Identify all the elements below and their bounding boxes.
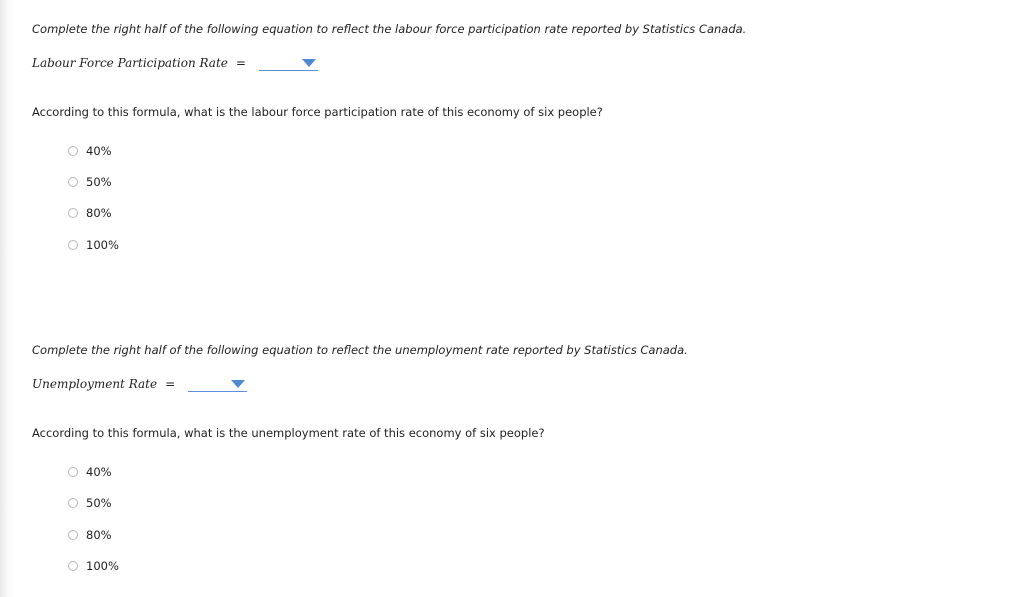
answer-option-label: 100% (86, 559, 119, 573)
radio-unchecked-icon[interactable] (68, 530, 78, 540)
equals-sign: = (165, 377, 176, 391)
answer-option-label: 40% (86, 144, 112, 158)
answer-option[interactable] (68, 143, 112, 159)
answer-option[interactable] (68, 464, 112, 480)
question-text: According to this formula, what is the labour force participation rate of this economy of six people? (32, 105, 603, 119)
instruction-text: Complete the right half of the following equation to reflect the labour force participation rate reported by Statistics Canada. (32, 22, 747, 36)
radio-unchecked-icon[interactable] (68, 561, 78, 571)
equation-label: Unemployment Rate (32, 377, 158, 391)
radio-unchecked-icon[interactable] (68, 240, 78, 250)
answer-option[interactable] (68, 237, 119, 253)
answer-option[interactable] (68, 174, 112, 190)
instruction-text: Complete the right half of the following equation to reflect the unemployment rate reported by Statistics Canada. (32, 343, 688, 357)
radio-unchecked-icon[interactable] (68, 467, 78, 477)
radio-unchecked-icon[interactable] (68, 208, 78, 218)
answer-option[interactable] (68, 527, 112, 543)
formula-dropdown[interactable] (259, 56, 318, 71)
answer-option[interactable] (68, 205, 112, 221)
radio-unchecked-icon[interactable] (68, 177, 78, 187)
answer-option[interactable] (68, 558, 119, 574)
question-text: According to this formula, what is the unemployment rate of this economy of six people? (32, 426, 545, 440)
formula-dropdown[interactable] (188, 377, 247, 392)
answer-option-label: 50% (86, 496, 112, 510)
radio-unchecked-icon[interactable] (68, 498, 78, 508)
answer-option[interactable] (68, 495, 112, 511)
caret-down-icon (231, 380, 245, 388)
equation-row (32, 374, 247, 394)
page-left-edge-shadow (0, 0, 14, 597)
radio-unchecked-icon[interactable] (68, 146, 78, 156)
answer-option-label: 80% (86, 206, 112, 220)
answer-option-label: 100% (86, 238, 119, 252)
answer-option-label: 50% (86, 175, 112, 189)
answer-option-label: 40% (86, 465, 112, 479)
equals-sign: = (235, 56, 246, 70)
caret-down-icon (302, 59, 316, 67)
equation-label: Labour Force Participation Rate (32, 56, 228, 70)
equation-row (32, 53, 318, 73)
answer-option-label: 80% (86, 528, 112, 542)
